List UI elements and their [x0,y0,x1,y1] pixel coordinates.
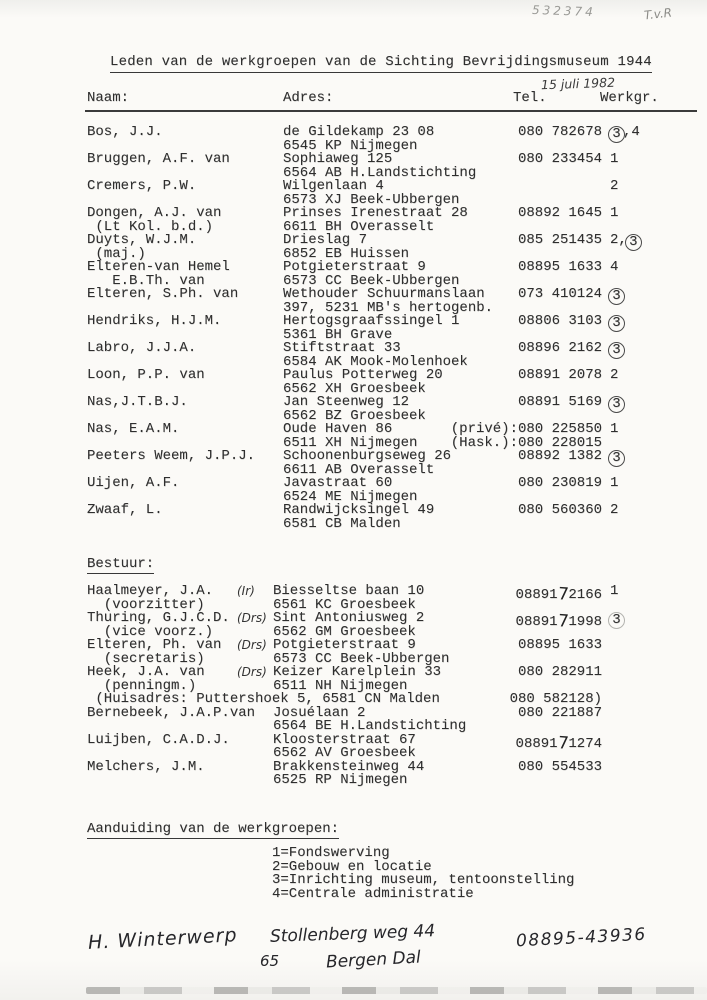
table-row-line [87,381,700,395]
table-row-line [87,705,700,719]
table-row-line [87,759,700,773]
member-address-line1: Schoonenburgseweg 26 [283,448,452,464]
table-row-line [87,448,700,466]
member-address-line2: 6511 XH Nijmegen [283,434,418,451]
member-address-line1: Sint Antoniusweg 2 [273,610,425,626]
member-tel: 0889171998 [515,611,602,632]
member-werkgroep: 4 [610,259,619,275]
bestuur-table [87,583,700,786]
member-werkgroep: 2 [610,178,619,194]
scanner-edge-artifact [86,987,707,994]
circled-number: 3 [608,126,625,143]
table-row-line [87,462,700,476]
table-row-line [87,489,700,503]
handwritten-title-abbrev: (Drs) [237,611,267,625]
table-row-line [87,367,700,381]
table-row-line [87,300,700,314]
member-tel: 08892 1645 [517,205,602,221]
member-werkgroep: 1 [610,151,619,167]
table-row-line [87,421,700,435]
member-name-line2: E.B.Th. van [87,272,205,289]
table-row-line [87,691,700,705]
member-tel: 08895 1633 [517,637,602,653]
member-tel: 080 560360 [517,502,602,518]
handwritten-date: 15 juli 1982 [540,74,616,93]
member-name: Heek, J.A. van [87,664,205,680]
member-werkgroep: 1 [610,421,619,437]
handwritten-digit: 7 [556,584,570,605]
member-tel: (privé):080 225850 [450,421,602,437]
member-tel: 080 282911 [517,664,602,680]
member-address-line2: 6511 NH Nijmegen [273,677,408,694]
column-header-tel: Tel. [513,90,547,106]
circled-number: 3 [608,315,625,332]
member-tel: 080 221887 [517,704,602,721]
table-row-line [87,178,700,192]
member-address-line1: de Gildekamp 23 08 [283,124,435,140]
table-row-line [87,340,700,358]
member-tel: 08891 5169 [517,394,602,410]
member-address-line1: Javastraat 60 [283,475,393,491]
member-address-line1: Potgieterstraat 9 [283,259,426,275]
member-name: Bernebeek, J.A.P.van [87,704,256,721]
member-name-line2: (maj.) [87,245,146,262]
member-tel: 0889172166 [515,584,602,605]
member-address-line2: 6562 GM Groesbeek [273,623,416,640]
section-title-bestuur: Bestuur: [87,556,155,572]
member-name-line2: (Lt Kol. b.d.) [87,218,214,235]
member-name: Elteren, Ph. van [87,637,222,653]
handwritten-title-abbrev: (Ir) [237,584,255,598]
table-row-line [87,205,700,219]
column-header-naam: Naam: [87,90,130,106]
member-tel: 080 554533 [517,758,602,775]
legend-item-text: 4=Centrale administratie [272,885,474,902]
table-row-line [87,354,700,368]
member-address-line2: 6524 ME Nijmegen [283,488,418,505]
member-name: Thuring, G.J.C.D. [87,610,230,626]
member-address-line2: 6584 AK Mook-Molenhoek [283,353,468,370]
table-row-line [87,678,700,692]
table-row-line [87,327,700,341]
table-row-line [87,151,700,165]
table-row-line [87,219,700,233]
handwritten-title-abbrev: (Drs) [237,665,267,679]
member-address-line2: 6562 BZ Groesbeek [283,407,426,424]
table-row-line [87,637,700,651]
member-tel: 080 233454 [517,151,602,167]
member-address-line2: 6562 XH Groesbeek [283,380,426,397]
member-tel: 080 230819 [517,475,602,491]
table-row-line [87,165,700,179]
member-address-line1: Biesseltse baan 10 [273,583,425,599]
member-name: Labro, J.J.A. [87,340,197,356]
handwritten-street: Stollenberg weg 44 [269,921,436,947]
member-name: Dongen, A.J. van [87,205,222,221]
pencil-initials: T.v.R [643,5,673,23]
table-row-line [87,138,700,152]
member-extra-note: (Huisadres: Puttershoek 5, 6581 CN Malden [87,691,440,707]
member-tel: 08895 1633 [517,259,602,275]
circled-number: 3 [608,342,625,359]
member-address-line1: Randwijcksingel 49 [283,502,435,518]
member-werkgroep: 3 ,4 [610,124,640,143]
circled-number: 3 [608,288,625,305]
table-row-line [87,435,700,449]
member-address-line2: 6562 AV Groesbeek [273,745,416,761]
member-address-line1: Wethouder Schuurmanslaan [283,286,485,302]
member-name: Nas,J.T.B.J. [87,394,188,410]
member-address-line2: 6545 KP Nijmegen [283,137,418,154]
pencil-archive-number: 532374 [531,2,597,20]
legend-item-text: 3=Inrichting museum, tentoonstelling [272,872,575,889]
member-tel: 080 582128) [509,691,602,707]
member-name: Haalmeyer, J.A. [87,583,214,599]
member-name: Nas, E.A.M. [87,421,180,437]
table-row-line [87,394,700,412]
member-address-line2: 6564 AB H.Landstichting [283,164,477,181]
legend-title: Aanduiding van de werkgroepen: [87,821,340,837]
member-name: Bos, J.J. [87,124,163,140]
member-address-line2: 6525 RP Nijmegen [273,772,408,788]
member-tel: (Hask.):080 228015 [450,434,602,451]
table-row-line [87,597,700,611]
member-tel: 08891 2078 [517,367,602,383]
member-address-line1: Brakkensteinweg 44 [273,758,425,775]
member-address-line2: 5361 BH Grave [283,326,393,343]
member-address-line1: Oude Haven 86 [283,421,393,437]
table-row-line [87,502,700,516]
document-title: Leden van de werkgroepen van de Sichting Bevrijdingsmuseum 1944 [110,54,652,73]
member-werkgroep: 2 [610,367,619,383]
member-tel: 080 782678 [517,124,602,140]
member-address-line1: Paulus Potterweg 20 [283,367,443,383]
member-address-line1: Drieslag 7 [283,232,368,248]
member-name: Luijben, C.A.D.J. [87,731,230,748]
handwritten-digit: 7 [556,611,570,632]
table-row-line [87,772,700,786]
member-address-line1: Prinses Irenestraat 28 [283,205,468,221]
table-row-line [87,718,700,732]
circled-number: 3 [608,450,625,467]
member-werkgroep: 2, 3 [610,232,640,251]
member-name: Zwaaf, L. [87,502,163,518]
member-address-line1: Hertogsgraafssingel 1 [283,313,460,329]
member-address-line1: Jan Steenweg 12 [283,394,410,410]
member-name: Melchers, J.M. [87,758,205,775]
member-address-line2: 6611 BH Overasselt [283,218,435,235]
table-row-line [87,624,700,638]
table-row-line [87,745,700,759]
member-name-line2: (voorzitter) [87,596,205,613]
member-werkgroep: 2 [610,502,619,518]
circled-number: 3 [625,234,642,251]
member-address-line1: Stiftstraat 33 [283,340,401,356]
table-row-line [87,124,700,142]
member-name: Uijen, A.F. [87,475,180,491]
member-address-line1: Josuélaan 2 [273,704,366,721]
member-address-line2: 6611 AB Overasselt [283,461,435,478]
handwritten-place: Bergen Dal [325,947,422,973]
table-row-line [87,516,700,530]
table-row-line [87,246,700,260]
member-name: Cremers, P.W. [87,178,197,194]
member-address-line2: 6573 XJ Beek-Ubbergen [283,191,460,208]
member-tel: 08806 3103 [517,313,602,329]
member-name: Bruggen, A.F. van [87,151,230,167]
handwritten-phone: 08895-43936 [515,924,648,952]
table-row-line [87,259,700,273]
member-werkgroep: 1 [610,475,619,491]
member-werkgroep: 1 [610,205,619,221]
table-row-line [87,273,700,287]
member-address-line1: Sophiaweg 125 [283,151,393,167]
member-tel: 073 410124 [517,286,602,302]
member-name: Peeters Weem, J.P.J. [87,448,256,464]
circled-number: 3 [608,612,625,629]
member-name: Elteren, S.Ph. van [87,286,239,302]
table-row-line [87,408,700,422]
member-tel: 0889171274 [515,732,602,754]
column-header-adres: Adres: [283,90,334,106]
header-rule [85,110,697,112]
handwritten-house-number: 65 [260,952,280,970]
handwritten-name: H. Winterwerp [87,924,239,954]
member-tel: 08896 2162 [517,340,602,356]
member-address-line2: 6852 EB Huissen [283,245,410,262]
table-row-line [87,313,700,331]
member-address-line1: Wilgenlaan 4 [283,178,384,194]
member-name: Loon, P.P. van [87,367,205,383]
legend-item-text: 1=Fondswerving [272,845,390,861]
table-row-line [87,651,700,665]
table-row-line [87,232,700,250]
member-name-line2: (vice voorz.) [87,623,214,640]
member-name-line2: (secretaris) [87,650,205,667]
member-name: Elteren-van Hemel [87,259,230,275]
member-name-line2: (penningm.) [87,677,197,694]
table-row-line [87,286,700,304]
circled-number: 3 [608,396,625,413]
table-row-line [87,664,700,678]
member-werkgroep: 1 [610,583,619,599]
handwritten-title-abbrev: (Drs) [237,638,267,652]
member-address-line2: 6561 KC Groesbeek [273,596,416,613]
member-address-line1: Kloosterstraat 67 [273,731,416,748]
member-tel: 085 251435 [517,232,602,248]
table-header [87,90,700,106]
legend-item-text: 2=Gebouw en locatie [272,858,432,875]
member-tel: 08892 1382 [517,448,602,464]
member-address-line2: 6573 CC Beek-Ubbergen [283,272,460,289]
member-address-line2: 6564 BE H.Landstichting [273,718,467,734]
member-address-line1: Keizer Karelplein 33 [273,664,442,680]
member-name: Hendriks, H.J.M. [87,313,222,329]
table-row-line [87,192,700,206]
column-header-werkgr: Werkgr. [600,90,659,106]
table-row-line [87,475,700,489]
member-address-line2: 6581 CB Malden [283,515,401,532]
member-address-line2: 397, 5231 MB's hertogenb. [283,299,494,316]
member-name: Duyts, W.J.M. [87,232,197,248]
handwritten-digit: 7 [556,732,570,754]
member-address-line2: 6573 CC Beek-Ubbergen [273,650,450,667]
members-table [87,124,700,532]
member-address-line1: Potgieterstraat 9 [273,637,416,653]
